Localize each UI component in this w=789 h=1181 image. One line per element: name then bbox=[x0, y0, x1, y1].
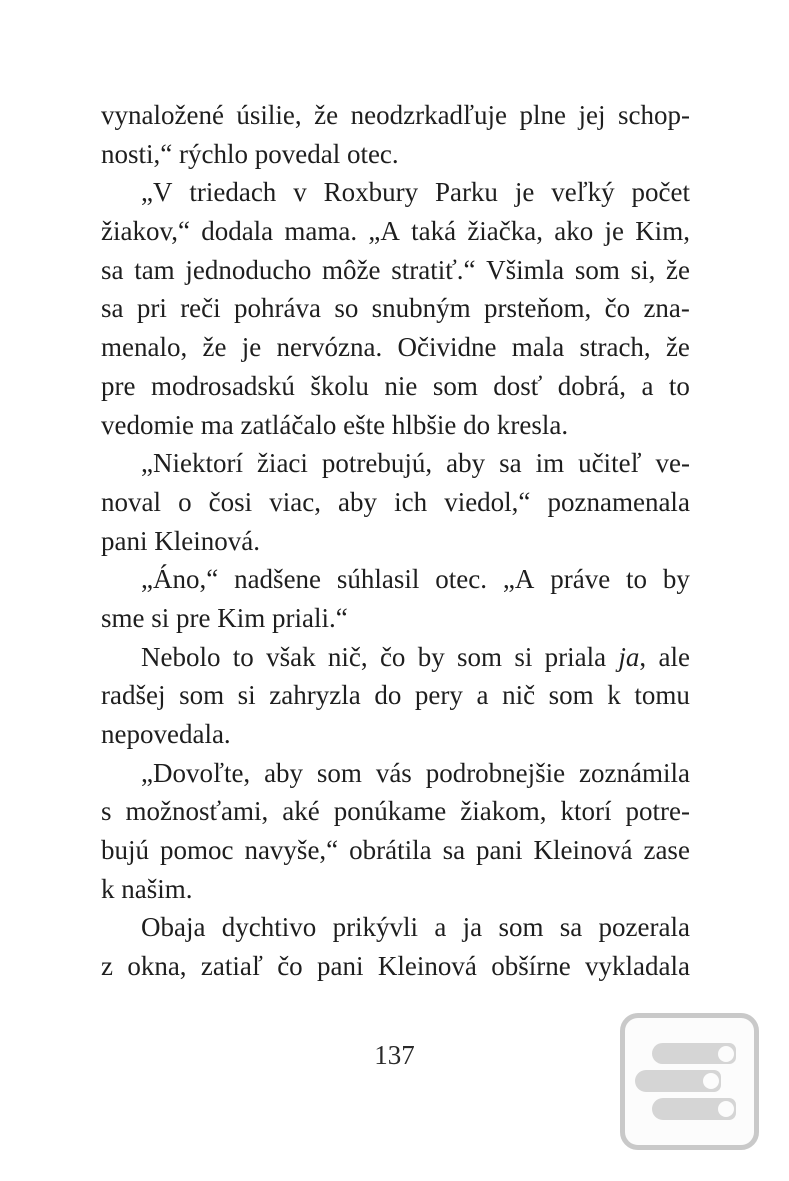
paragraph bbox=[101, 444, 690, 560]
text-line: „Dovoľte, aby som vás podrobnejšie zoznámila bbox=[141, 757, 690, 788]
text-line: sa pri reči pohráva so snubným prsteňom, čo zna- bbox=[101, 293, 690, 324]
text-line: menalo, že je nervózna. Očividne mala strach, že bbox=[101, 332, 690, 363]
book-icon bbox=[652, 1043, 736, 1064]
paragraph bbox=[101, 173, 690, 444]
text-line: nosti,“ rýchlo povedal otec. bbox=[101, 138, 399, 169]
text-line: pani Kleinová. bbox=[101, 525, 260, 556]
text-line: radšej som si zahryzla do pery a nič som k tomu bbox=[101, 680, 690, 711]
text-line: vedomie ma zatláčalo ešte hlbšie do kresla. bbox=[101, 409, 569, 440]
text-line: Obaja dychtivo prikývli a ja som sa pozerala bbox=[141, 912, 690, 943]
text-line: bujú pomoc navyše,“ obrátila sa pani Kleinová zase bbox=[101, 835, 690, 866]
page-number: 137 bbox=[374, 1040, 415, 1070]
text-line: pre modrosadskú školu nie som dosť dobrá, a to bbox=[101, 370, 690, 401]
text-line: žiakov,“ dodala mama. „A taká žiačka, ako je Kim, bbox=[101, 216, 690, 247]
books-logo-badge bbox=[620, 1013, 759, 1150]
paragraph bbox=[101, 908, 690, 985]
paragraph bbox=[101, 560, 690, 637]
text-block bbox=[101, 96, 690, 986]
paragraph bbox=[101, 754, 690, 909]
text-line: sa tam jednoducho môže stratiť.“ Všimla som si, že bbox=[101, 254, 690, 285]
text-line: z okna, zatiaľ čo pani Kleinová obšírne vykladala bbox=[101, 951, 690, 982]
text-line: „Niektorí žiaci potrebujú, aby sa im učiteľ ve- bbox=[141, 448, 690, 479]
text-line: vynaložené úsilie, že neodzrkadľuje plne jej schop- bbox=[101, 100, 690, 130]
text-line: noval o čosi viac, aby ich viedol,“ poznamenala bbox=[101, 486, 690, 517]
paragraph bbox=[101, 96, 690, 173]
text-line: „V triedach v Roxbury Parku je veľký počet bbox=[141, 177, 690, 208]
book-icon bbox=[635, 1070, 721, 1092]
text-line: Nebolo to však nič, čo by som si priala ja, ale bbox=[141, 641, 690, 672]
book-icon bbox=[652, 1098, 736, 1120]
text-line: k našim. bbox=[101, 873, 193, 904]
text-line: s možnosťami, aké ponúkame žiakom, ktorí potre- bbox=[101, 796, 690, 827]
paragraph bbox=[101, 638, 690, 754]
text-line: „Áno,“ nadšene súhlasil otec. „A práve to by bbox=[141, 564, 690, 595]
text-line: nepovedala. bbox=[101, 719, 231, 749]
text-line: sme si pre Kim priali.“ bbox=[101, 602, 348, 633]
